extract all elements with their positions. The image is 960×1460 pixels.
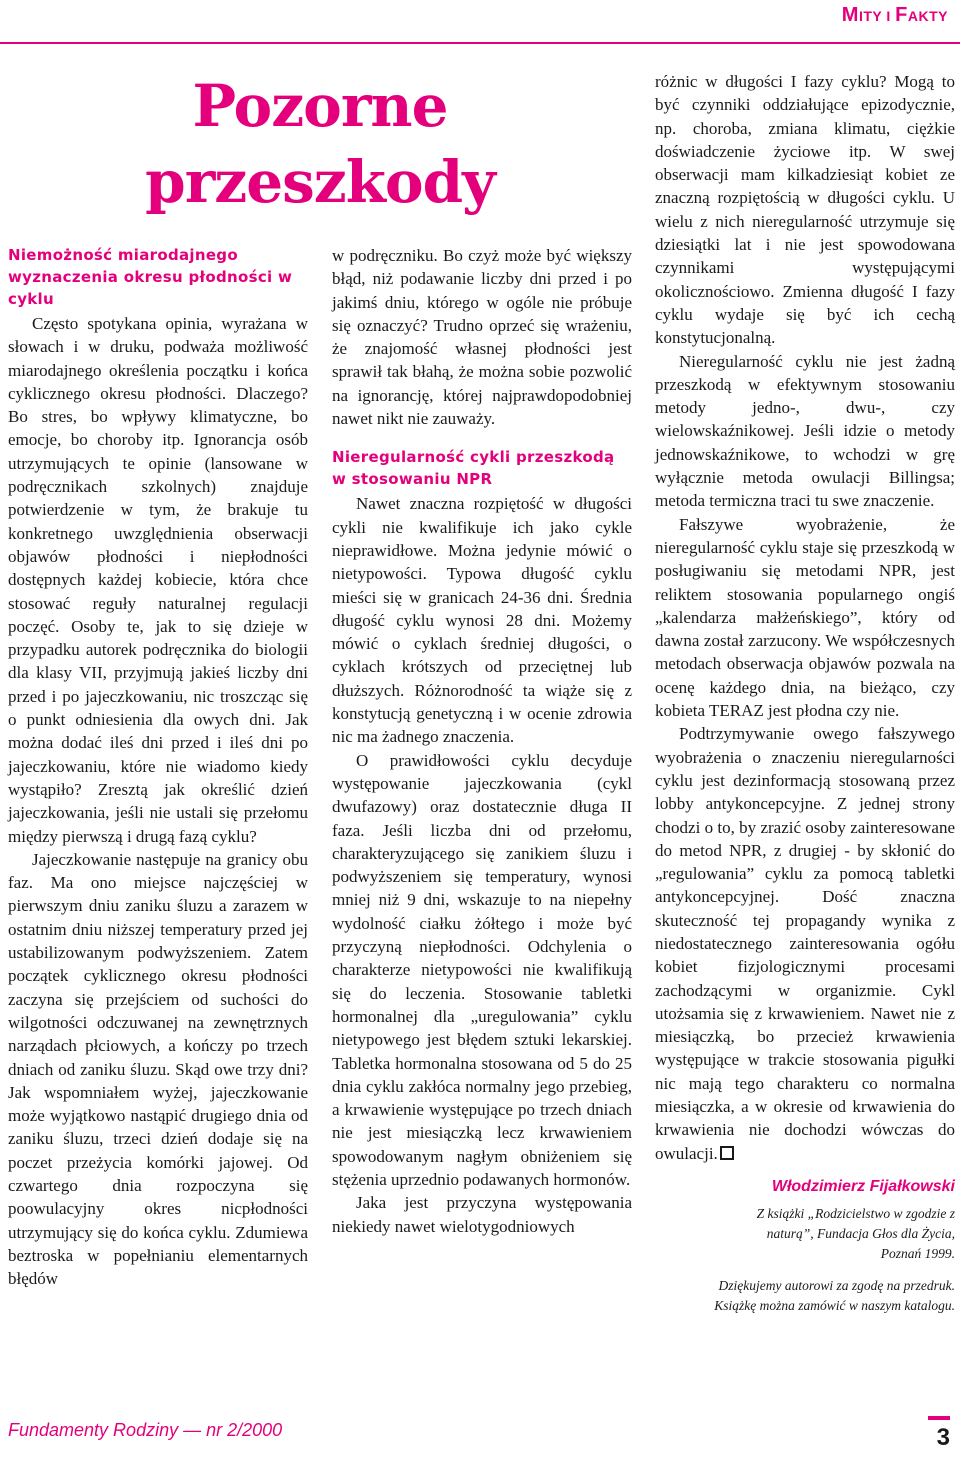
column-3 (655, 70, 955, 1316)
title-line-1: Pozorne (192, 72, 448, 140)
paragraph-last-text: Podtrzymywanie owego fałszywego wyobrażenia o znaczeniu nieregularności cyklu jest dezinformacją stosowaną przez lobby antykoncepcyjne. Z jednej strony chodzi o to, by zrazić osoby zainteresowane do metod NPR, z drugiej - by skłonić do „regulowania” cyklu za pomocą tabletki antykoncepcyjnej. Dość znaczna skuteczność tej propagandy wynika z niedostatecznego zainteresowania ogółu kobiet fizjologicznymi procesami zachodzącymi w organizmie. Cykl utożsamia się z krwawieniem. Nawet nie z miesiączką, bo przecież krwawienia występujące w trakcie stosowania pigułki nic mają tego charakteru co normalna miesiączka, a w okresie od krwawienia do krwawienia nie dochodzi wówczas do owulacji. (655, 724, 955, 1163)
subheading-2: Nieregularność cykli przeszkodą w stosowaniu NPR (332, 448, 615, 489)
article-title (120, 68, 520, 220)
thanks-line-1: Dziękujemy autorowi za zgodę na przedruk. (718, 1278, 955, 1294)
title-line-2: przeszkody (145, 148, 495, 216)
column-2 (332, 244, 632, 1238)
end-of-article-box-icon (720, 1146, 734, 1160)
section-label-f: F (895, 4, 908, 26)
paragraph: różnic w długości I fazy cyklu? Mogą to być czynniki oddziałujące epizodycznie, np. choroba, zmiana klimatu, ciężkie doświadczenie życiowe itp. W swej obserwacji mam kilkadziesiąt kobiet ze znaczną rozpiętością w długości cyklu. U wielu z nich nieregularność utrzymuje się dziesiątki lat i nie jest spowodowana czynnikami występującymi okolicznościowo. Zmienna długość I fazy cyklu wydaje się być ich cechą konstytucjonalną. (655, 72, 955, 348)
paragraph: Nawet znaczna rozpiętość w długości cykli nie kwalifikuje ich jako cykle nieprawidłowe. Można jedynie mówić o nietypowości. Typowa długość cyklu mieści się w granicach 24-36 dni. Średnia długość cyklu wynosi 28 dni. Możemy mówić o cyklach średniej długości, o cyklach krótszych od przeciętnej lub dłuższych. Różnorodność ta wiąże się z konstytucją genetyczną i w ocenie zdrowia nic ma żadnego znaczenia. (332, 494, 632, 747)
paragraph: Często spotykana opinia, wyrażana w słowach i w druku, podważa możliwość miarodajnego określenia początku i końca cyklicznego okresu płodności. Dlaczego? Bo stres, bo wpływy klimatyczne, bo emocje, bo choroby itp. Ignorancja osób utrzymujących te opinie (lansowane w podręcznikach szkolnych) znajduje potwierdzenie w tym, że brakuje tu konkretnego uwzględnienia obserwacji objawów płodności i niepłodności dostępnych każdej kobiecie, która chce stosować reguły naturalnej regulacji poczęć. Osoby te, jak to się dzieje w przypadku autorek podręcznika do biologii dla klasy VII, przyjmują jakieś liczby dni przed i po jajeczkowaniu, nic troszcząc się o punkt odniesienia dla owych dni. Jak można dodać ileś dni przed i ileś dni po jajeczkowaniu, które nie wiadomo kiedy wystąpiło? Zresztą jak określić dzień jajeczkowania, jeśli nie ustali się przełomu między pierwszą i drugą fazą cyklu? (8, 314, 308, 846)
thanks-note (655, 1276, 955, 1316)
section-label-rest2: AKTY (907, 8, 948, 24)
source-line-2: naturą”, Fundacja Głos dla Życia, (766, 1226, 955, 1242)
paragraph: Jaka jest przyczyna występowania niekiedy nawet wielotygodniowych (332, 1193, 632, 1236)
footer-journal: Fundamenty Rodziny — nr 2/2000 (8, 1420, 283, 1440)
paragraph: O prawidłowości cyklu decyduje występowanie jajeczkowania (cykl dwufazowy) oraz dostatecznie długa II faza. Jeśli liczba dni od przełomu, charakteryzującego się zanikiem śluzu i podwyższeniem się temperatury, wynosi mniej niż 9 dni, wskazuje to na niepełny wydolność ciałku żółtego i może być przyczyną niepłodności. Odchylenia o charakterze nietypowości nie kwalifikują się do leczenia. Stosowanie tabletki hormonalnej dla „uregulowania” cyklu nietypowego jest błędem sztuki lekarskiej. Tabletka hormonalna stosowana od 5 do 25 dnia cyklu zakłóca normalny jego przebieg, a krwawienie występujące po trzech dniach nie jest miesiączką lecz krwawieniem spowodowanym nagłym obniżeniem się stężenia uprzednio podawanych hormonów. (332, 750, 632, 1189)
paragraph: Fałszywe wyobrażenie, że nieregularność cyklu staje się przeszkodą w posługiwaniu się metodami NPR, jest reliktem stosowania popularnego ongiś „kalendarza małżeńskiego”, który od dawna został zarzucony. We współczesnych metodach obserwacja objawów pozwala na ocenę każdego dnia, na bieżąco, czy kobieta TERAZ jest płodna czy nie. (655, 514, 955, 721)
section-label-rest: ITY I (858, 8, 896, 24)
paragraph: Jajeczkowanie następuje na granicy obu faz. Ma ono miejsce najczęściej w pierwszym dniu zaniku śluzu a zarazem w ostatnim dniu niższej temperatury przed jej ustabilizowanym podwyższeniem. Zatem początek cyklicznego okresu płodności zaczyna się przejściem od suchości do wilgotności odczuwanej na zewnętrznych narządach płciowych, a kończy po trzech dniach od zaniku śluzu. Skąd owe trzy dni? Jak wspomniałem wyżej, jajeczkowanie może wyjątkowo nastąpić drugiego dnia od zaniku śluzu, trzeci dzień dodaje się na poczet przeżycia komórki jajowej. Od czwartego dnia rozpoczyna się poowulacyjny okres nicpłodności utrzymujący się do końca cyklu. Zdumiewa beztroska w popełnianiu elementarnych błędów (8, 849, 308, 1289)
column-1 (8, 244, 308, 1290)
paragraph: Nieregularność cyklu nie jest żadną przeszkodą w efektywnym stosowaniu metody jedno-, dwu-, czy wielowskaźnikowej. Jeśli idzie o metody jednowskaźnikowe, to wchodzi w grę wyłącznie metoda owulacji Billingsa; metoda termiczna traci tu swe znaczenie. (655, 351, 955, 511)
subheading-1: Niemożność miarodajnego wyznaczenia okresu płodności w cyklu (8, 246, 293, 308)
paragraph: w podręczniku. Bo czyż może być większy błąd, niż podawanie liczby dni przed i po jakimś dniu, którego w ogóle nie próbuje się oznaczyć? Trudno oprzeć się wrażeniu, że znajomość własnej płodności jest sprawił tak błahą, że można sobie pozwolić na ignorancję, której najprawdopodobniej nawet nikt nie zauważy. (332, 246, 632, 429)
source-line-1: Z książki „Rodzicielstwo w zgodzie z (756, 1206, 955, 1222)
author-name: Włodzimierz Fijałkowski (771, 1177, 955, 1195)
source-line-3: Poznań 1999. (880, 1246, 955, 1262)
paragraph-last (655, 722, 955, 1165)
section-label-m: M (841, 4, 859, 26)
page-number: 3 (936, 1424, 950, 1451)
thanks-line-2: Książkę można zamówić w naszym katalogu. (714, 1298, 955, 1314)
page-number-rule (928, 1416, 950, 1420)
source-note (655, 1204, 955, 1264)
section-label (842, 4, 948, 27)
top-rule (0, 42, 960, 44)
